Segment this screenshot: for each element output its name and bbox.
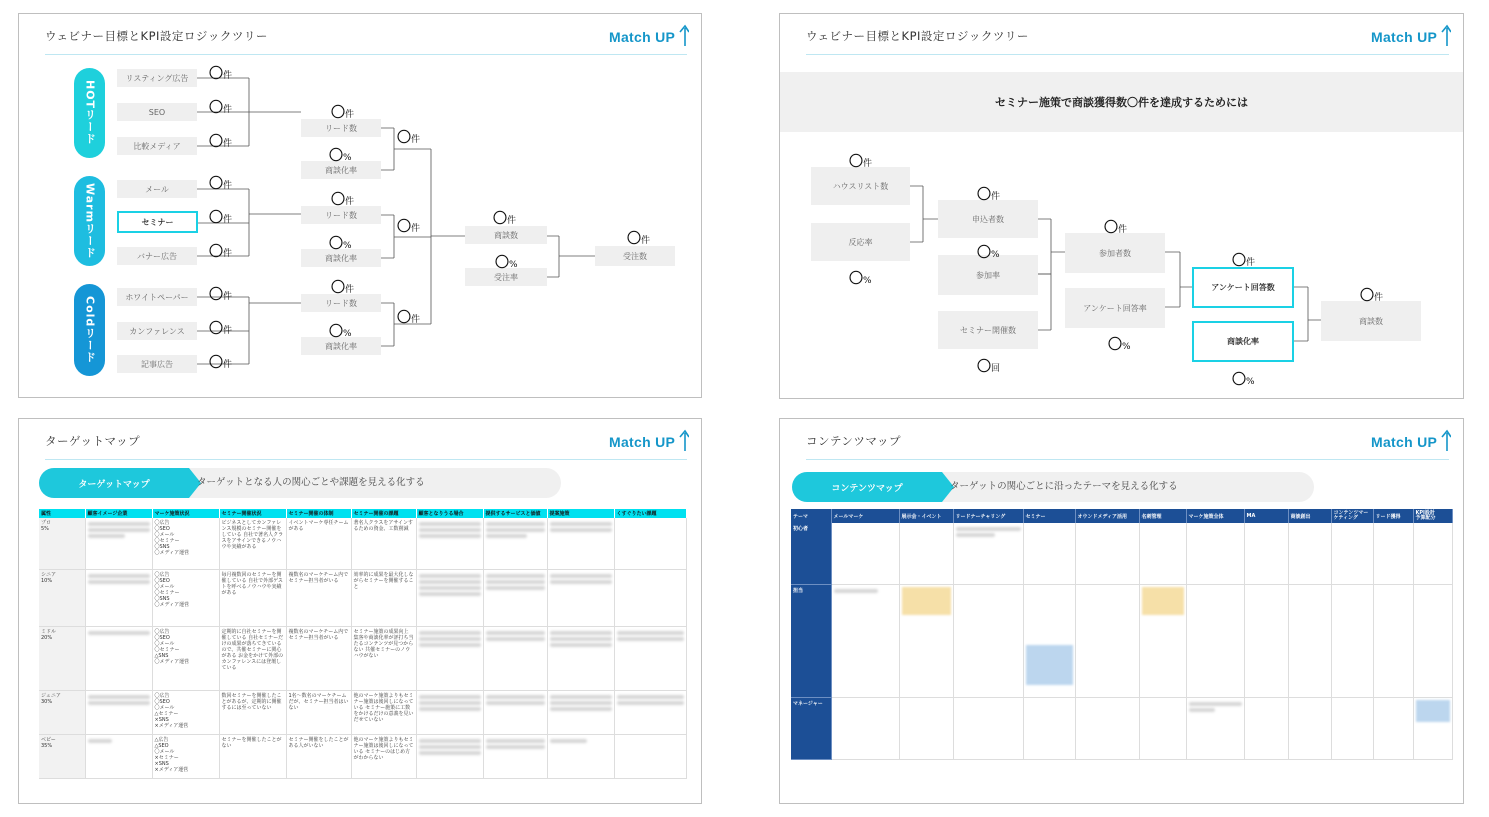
blurred-cell: [85, 626, 152, 690]
row-header-manager: マネージャー: [791, 697, 831, 759]
blurred-cell: [547, 690, 614, 734]
blurred-cell: [1244, 697, 1288, 759]
header-cell: オウンドメディア活用: [1075, 509, 1139, 523]
blurred-cell: [1244, 523, 1288, 584]
blurred-cell: [1413, 584, 1452, 697]
blurred-cell: [547, 518, 614, 569]
channel-seo: SEO: [117, 103, 197, 121]
value-count: 〇件: [397, 310, 421, 326]
header-cell: 顧客となりうる場合: [416, 509, 483, 518]
value-count: 〇件: [1232, 253, 1256, 269]
blurred-cell: [899, 584, 953, 697]
header-cell: セミナー開催の課題: [351, 509, 416, 518]
channel-whitepaper: ホワイトペーパー: [117, 288, 197, 306]
blurred-cell: [1075, 584, 1139, 697]
segment-cell: ジュニア 30%: [39, 690, 85, 734]
blurred-cell: [483, 734, 547, 778]
node-survey-responses: アンケート回答数: [1192, 267, 1294, 308]
blurred-cell: [1413, 523, 1452, 584]
status-cell: 毎月複数回のセミナーを開催している 自社で外部ゲストを呼べるノウハウや実績がある: [219, 569, 286, 626]
table-row: [39, 518, 686, 569]
content-map-table: [791, 509, 1453, 760]
blurred-cell: [831, 523, 899, 584]
blurred-cell: [1288, 523, 1331, 584]
blurred-cell: [614, 518, 686, 569]
blurred-cell: [85, 569, 152, 626]
blurred-cell: [1139, 584, 1186, 697]
node-conversion-rate: 商談化率: [1192, 321, 1294, 362]
value-count: 〇件: [627, 231, 651, 247]
header-cell: マーケ施策状況: [152, 509, 219, 518]
node-deals: 商談数: [1321, 301, 1421, 341]
blurred-cell: [831, 697, 899, 759]
pill-cold-lead: Coldリード: [74, 284, 105, 376]
node-orders: 受注数: [595, 246, 675, 266]
node-house-list: ハウスリスト数: [811, 167, 910, 205]
header-cell: 属性: [39, 509, 85, 518]
table-row: [39, 626, 686, 690]
header-cell: セミナー開催の体制: [286, 509, 351, 518]
blurred-cell: [1413, 697, 1452, 759]
system-cell: 複数名のマーケチーム内でセミナー担当者がいる: [286, 626, 351, 690]
blurred-cell: [614, 569, 686, 626]
blurred-cell: [614, 690, 686, 734]
header-cell: 提供するサービスと価値: [483, 509, 547, 518]
slide-target-map: [18, 418, 702, 804]
header-cell: リード獲得: [1373, 509, 1413, 523]
blurred-cell: [416, 569, 483, 626]
description-banner: [792, 472, 1314, 502]
pill-hot-lead: HOTリード: [74, 68, 105, 158]
blurred-cell: [416, 518, 483, 569]
row-header-staff: 担当: [791, 584, 831, 697]
issue-cell: 他のマーケ施策よりもセミナー施策は後回しになっている セミナー施策に工数をかけるだけの意義を見いだせていない: [351, 690, 416, 734]
value-count: 〇件: [209, 244, 233, 260]
blurred-cell: [1186, 523, 1244, 584]
logo-arrow-icon: [609, 425, 689, 455]
marketing-cell: 〇広告 〇SEO 〇メール 〇セミナー 〇SNS 〇メディア運営: [152, 569, 219, 626]
node-applicants: 申込者数: [938, 200, 1038, 238]
value-percent: 〇%: [1108, 337, 1131, 353]
blurred-cell: [1023, 697, 1075, 759]
blurred-cell: [1075, 523, 1139, 584]
table-row: [39, 569, 686, 626]
slide-title: ウェビナー目標とKPI設定ロジックツリー: [45, 29, 268, 43]
header-cell: MA: [1244, 509, 1288, 523]
pill-warm-lead: Warmリード: [74, 176, 105, 266]
channel-conference: カンファレンス: [117, 322, 197, 340]
value-percent: 〇%: [495, 255, 518, 271]
blurred-cell: [85, 690, 152, 734]
slide-title: ウェビナー目標とKPI設定ロジックツリー: [806, 29, 1029, 43]
status-cell: 定期的に自社セミナーを開催している 自社セミナーだけの成果が落ちてきているので、共催セミナーに関心がある お金をかけて外部のカンファレンスには登壇している: [219, 626, 286, 690]
header-divider: [806, 459, 1449, 460]
value-count: 〇件: [397, 130, 421, 146]
table-row: [39, 690, 686, 734]
banner-tag: コンテンツマップ: [792, 472, 942, 502]
issue-cell: 著名人クラスをアサインするための資金、工数削減: [351, 518, 416, 569]
blurred-cell: [416, 690, 483, 734]
blurred-cell: [953, 584, 1023, 697]
blurred-cell: [483, 518, 547, 569]
status-cell: ビジネスとしてカンファレンス規模のセミナー開催をしている 自社で著名人クラスをアサインできるノウハウや実績がある: [219, 518, 286, 569]
node-lead-count: リード数: [301, 119, 381, 137]
header-cell: セミナー開催状況: [219, 509, 286, 518]
matchup-logo: Match UP: [609, 20, 689, 50]
value-percent: 〇%: [977, 245, 1000, 261]
issue-cell: セミナー施策の成果向上 集客や商談化率が評打ち当たるコンテンツが見つからない 共催セミナーのノウハウがない: [351, 626, 416, 690]
value-percent: 〇%: [329, 236, 352, 252]
value-count: 〇件: [977, 187, 1001, 203]
header-cell: テーマ: [791, 509, 831, 523]
value-count: 〇件: [209, 210, 233, 226]
table-row: [791, 697, 1452, 759]
blurred-cell: [483, 690, 547, 734]
blurred-cell: [614, 734, 686, 778]
table-header-row: [39, 509, 686, 518]
node-conversion-rate: 商談化率: [301, 337, 381, 355]
system-cell: 1名～数名のマーケチームだが、セミナー担当者はいない: [286, 690, 351, 734]
table-row: [791, 523, 1452, 584]
header-cell: メールマーケ: [831, 509, 899, 523]
node-conversion-rate: 商談化率: [301, 161, 381, 179]
blurred-cell: [953, 697, 1023, 759]
value-count: 〇件: [849, 154, 873, 170]
blurred-cell: [1139, 523, 1186, 584]
marketing-cell: 〇広告 〇SEO 〇メール △セミナー ×SNS ×メディア運営: [152, 690, 219, 734]
header-cell: KPI設計 予算配分: [1413, 509, 1452, 523]
matchup-logo: Match UP: [1371, 20, 1451, 50]
value-count: 〇件: [397, 219, 421, 235]
table-header-row: [791, 509, 1452, 523]
blurred-cell: [1075, 697, 1139, 759]
segment-cell: プロ 5%: [39, 518, 85, 569]
goal-question: セミナー施策で商談獲得数〇件を達成するためには: [780, 72, 1463, 132]
status-cell: セミナーを開催したことがない: [219, 734, 286, 778]
matchup-logo: Match UP: [1371, 425, 1451, 455]
header-cell: 顧客イメージ企業: [85, 509, 152, 518]
header-cell: マーケ施策全体: [1186, 509, 1244, 523]
marketing-cell: 〇広告 〇SEO 〇メール 〇セミナー 〇SNS 〇メディア運営: [152, 518, 219, 569]
blurred-cell: [416, 734, 483, 778]
description-banner: [39, 468, 561, 498]
value-percent: 〇%: [1232, 372, 1255, 388]
table-row: [791, 584, 1452, 697]
channel-banner-ad: バナー広告: [117, 247, 197, 265]
slide-content-map: [779, 418, 1464, 804]
issue-cell: 効率的に成果を最大化しながらセミナーを開催すること: [351, 569, 416, 626]
blurred-cell: [1331, 523, 1373, 584]
system-cell: 複数名のマーケチーム内でセミナー担当者がいる: [286, 569, 351, 626]
system-cell: セミナー開催をしたことがある人がいない: [286, 734, 351, 778]
target-map-table: [39, 509, 687, 779]
segment-cell: ベビー 35%: [39, 734, 85, 778]
blurred-cell: [1288, 697, 1331, 759]
blurred-cell: [1244, 584, 1288, 697]
blurred-cell: [547, 569, 614, 626]
value-count: 〇件: [209, 321, 233, 337]
blurred-cell: [1023, 584, 1075, 697]
blurred-cell: [831, 584, 899, 697]
header-cell: リードナーチャリング: [953, 509, 1023, 523]
blurred-cell: [1331, 584, 1373, 697]
blurred-cell: [1186, 697, 1244, 759]
value-count: 〇件: [209, 66, 233, 82]
banner-description: ターゲットとなる人の関心ごとや課題を見える化する: [197, 477, 425, 488]
value-count: 〇件: [331, 192, 355, 208]
header-divider: [45, 459, 687, 460]
blurred-cell: [1186, 584, 1244, 697]
node-seminar-count: セミナー開催数: [938, 311, 1038, 349]
node-conversion-rate: 商談化率: [301, 249, 381, 267]
value-times: 〇回: [977, 359, 1001, 375]
blurred-cell: [547, 626, 614, 690]
blurred-cell: [1023, 523, 1075, 584]
channel-seminar: セミナー: [117, 211, 198, 233]
value-count: 〇件: [331, 105, 355, 121]
channel-comparison-media: 比較メディア: [117, 137, 197, 155]
header-cell: 商談創出: [1288, 509, 1331, 523]
blurred-cell: [1373, 523, 1413, 584]
node-attendees: 参加者数: [1065, 233, 1165, 273]
logo-arrow-icon: [1371, 425, 1451, 455]
value-count: 〇件: [493, 211, 517, 227]
channel-email: メール: [117, 180, 197, 198]
blurred-cell: [1331, 697, 1373, 759]
banner-tag: ターゲットマップ: [39, 468, 189, 498]
blurred-cell: [899, 523, 953, 584]
blurred-cell: [85, 734, 152, 778]
blurred-cell: [1288, 584, 1331, 697]
node-lead-count: リード数: [301, 206, 381, 224]
channel-article-ad: 記事広告: [117, 355, 197, 373]
blurred-cell: [85, 518, 152, 569]
header-cell: セミナー: [1023, 509, 1075, 523]
value-count: 〇件: [1360, 288, 1384, 304]
issue-cell: 他のマーケ施策よりもセミナー施策は後回しになっている セミナーのはじめ方がわからない: [351, 734, 416, 778]
row-header-beginner: 初心者: [791, 523, 831, 584]
header-cell: コンテンツマーケティング: [1331, 509, 1373, 523]
blurred-cell: [1139, 697, 1186, 759]
value-count: 〇件: [209, 176, 233, 192]
blurred-cell: [483, 569, 547, 626]
header-cell: くすぐりたい課題: [614, 509, 686, 518]
value-count: 〇件: [209, 287, 233, 303]
channel-listing-ad: リスティング広告: [117, 69, 197, 87]
value-count: 〇件: [209, 100, 233, 116]
banner-description: ターゲットの関心ごとに沿ったテーマを見える化する: [950, 481, 1178, 492]
segment-cell: ミドル 20%: [39, 626, 85, 690]
header-cell: 展示会・イベント: [899, 509, 953, 523]
value-percent: 〇%: [329, 324, 352, 340]
node-lead-count: リード数: [301, 294, 381, 312]
slide-title: コンテンツマップ: [806, 434, 901, 448]
value-count: 〇件: [331, 280, 355, 296]
node-deals: 商談数: [465, 226, 547, 244]
status-cell: 数回セミナーを開催したことがあるが、定期的に開催するには至っていない: [219, 690, 286, 734]
node-survey-rate: アンケート回答率: [1065, 288, 1165, 328]
matchup-logo: Match UP: [609, 425, 689, 455]
blurred-cell: [899, 697, 953, 759]
marketing-cell: 〇広告 〇SEO 〇メール 〇セミナー △SNS 〇メディア運営: [152, 626, 219, 690]
node-attendance-rate: 参加率: [938, 255, 1038, 295]
blurred-cell: [483, 626, 547, 690]
marketing-cell: △広告 △SEO 〇メール ×セミナー ×SNS ×メディア運営: [152, 734, 219, 778]
blurred-cell: [547, 734, 614, 778]
value-count: 〇件: [1104, 220, 1128, 236]
value-percent: 〇%: [849, 271, 872, 287]
segment-cell: シニア 10%: [39, 569, 85, 626]
blurred-cell: [614, 626, 686, 690]
blurred-cell: [1373, 584, 1413, 697]
table-row: [39, 734, 686, 778]
slide-title: ターゲットマップ: [45, 434, 141, 448]
header-cell: 名刺管理: [1139, 509, 1186, 523]
header-cell: 提案施策: [547, 509, 614, 518]
slide-kpi-tree-leads: [18, 13, 702, 398]
blurred-cell: [416, 626, 483, 690]
node-win-rate: 受注率: [465, 268, 547, 286]
blurred-cell: [1373, 697, 1413, 759]
value-count: 〇件: [209, 134, 233, 150]
value-count: 〇件: [209, 355, 233, 371]
blurred-cell: [953, 523, 1023, 584]
node-response-rate: 反応率: [811, 223, 910, 261]
system-cell: イベントマーケ専任チームがある: [286, 518, 351, 569]
slide-kpi-tree-seminar: [779, 13, 1464, 399]
value-percent: 〇%: [329, 148, 352, 164]
